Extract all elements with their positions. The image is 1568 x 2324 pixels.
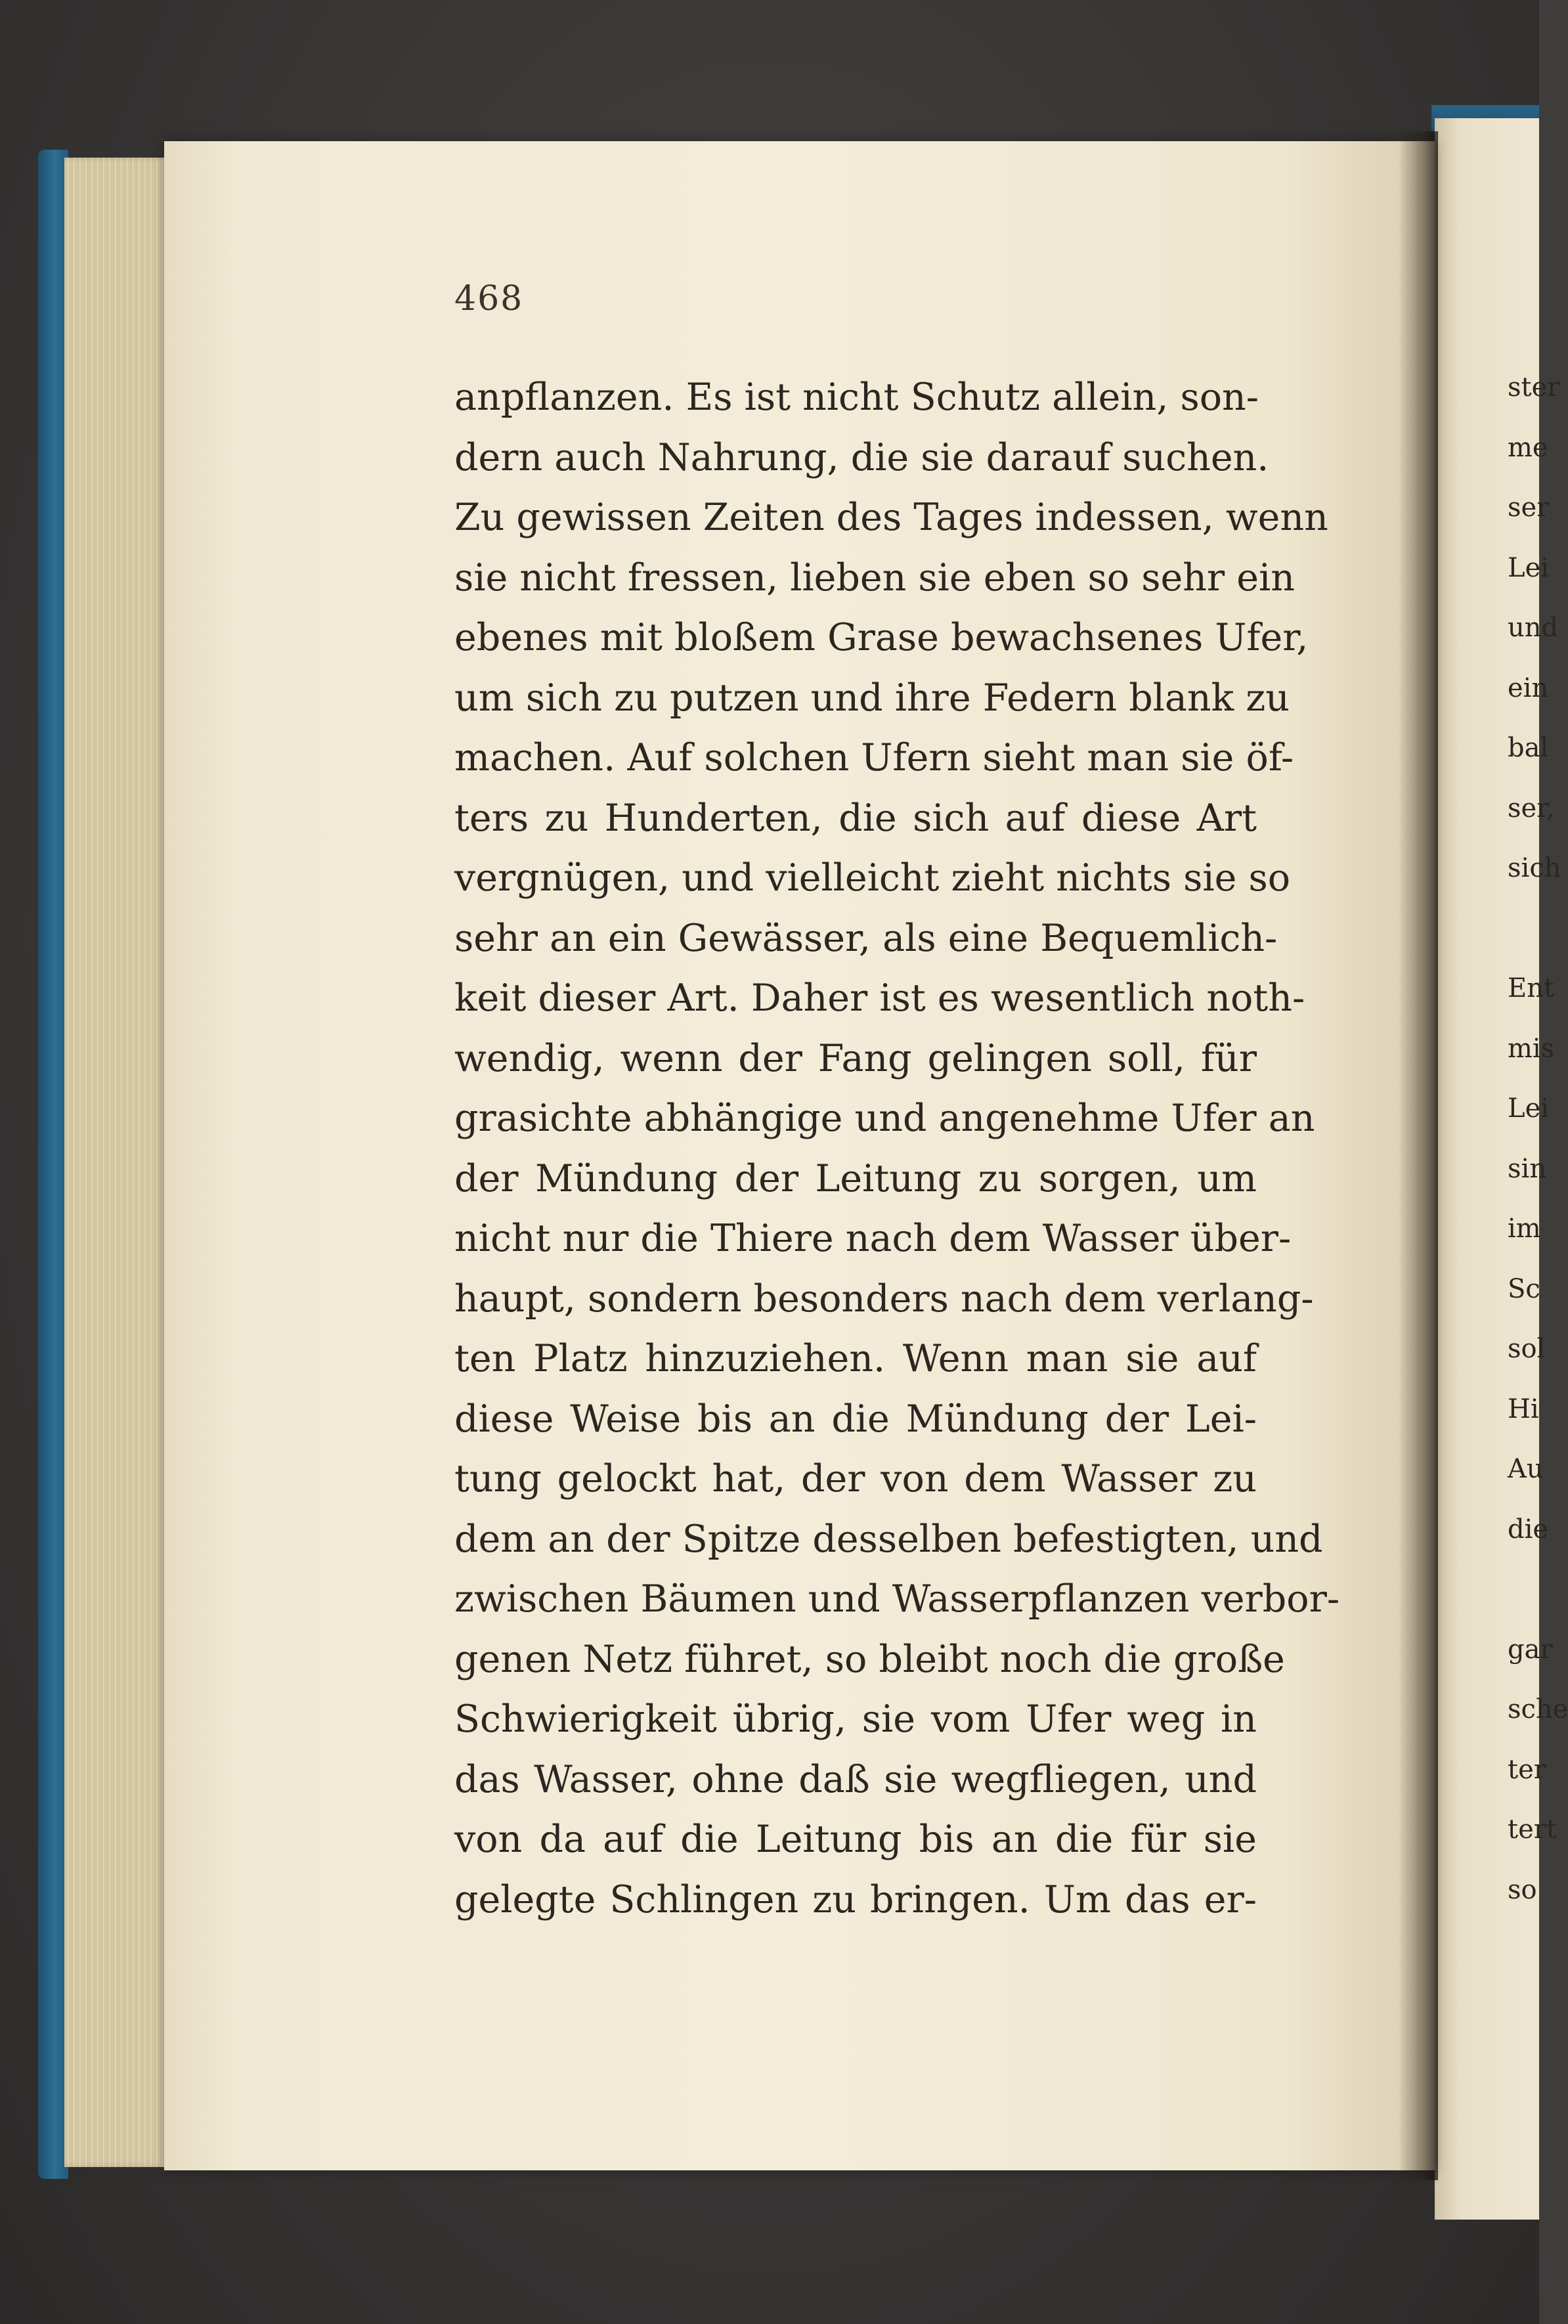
text-line: grasichte abhängige und angenehme Ufer an bbox=[454, 1097, 1315, 1140]
facing-text-fragment: ser bbox=[1508, 493, 1550, 523]
text-line: sehr an ein Gewässer, als eine Bequemlich- bbox=[454, 916, 1278, 960]
facing-text-fragment: bal bbox=[1508, 733, 1549, 763]
facing-text-fragment: Lei bbox=[1508, 1093, 1550, 1124]
text-line: diese Weise bis an die Mündung der Lei- bbox=[454, 1397, 1257, 1441]
facing-text-fragment: so bbox=[1508, 1874, 1537, 1905]
book-gutter-shadow bbox=[1399, 131, 1438, 2180]
text-line: haupt, sondern besonders nach dem verlang- bbox=[454, 1277, 1314, 1321]
facing-text-fragment: sin bbox=[1508, 1153, 1547, 1184]
facing-page-text bbox=[1508, 358, 1568, 1920]
facing-text-fragment: und bbox=[1508, 613, 1559, 643]
facing-text-fragment bbox=[1508, 1560, 1539, 1620]
text-line: gelegte Schlingen zu bringen. Um das er- bbox=[454, 1877, 1257, 1921]
text-line: um sich zu putzen und ihre Federn blank zu bbox=[454, 676, 1290, 720]
text-line: Zu gewissen Zeiten des Tages indessen, wenn bbox=[454, 496, 1328, 539]
text-line: von da auf die Leitung bis an die für sie bbox=[454, 1818, 1257, 1861]
facing-text-fragment: Sc bbox=[1508, 1273, 1540, 1304]
text-line: ebenes mit bloßem Grase bewachsenes Ufer, bbox=[454, 616, 1309, 659]
facing-text-fragment: me bbox=[1508, 432, 1548, 463]
facing-text-fragment: Ent bbox=[1508, 973, 1555, 1003]
facing-text-fragment: sche bbox=[1508, 1694, 1568, 1724]
text-line: nicht nur die Thiere nach dem Wasser über- bbox=[454, 1217, 1292, 1260]
text-line: dem an der Spitze desselben befestigten, und bbox=[454, 1517, 1323, 1561]
text-line: dern auch Nahrung, die sie darauf suchen. bbox=[454, 435, 1269, 479]
page-text bbox=[454, 368, 1340, 1930]
text-line: der Mündung der Leitung zu sorgen, um bbox=[454, 1156, 1257, 1200]
facing-text-fragment: ter bbox=[1508, 1754, 1546, 1785]
page-number: 468 bbox=[454, 279, 524, 318]
facing-text-fragment: ser, bbox=[1508, 793, 1555, 823]
text-line: keit dieser Art. Daher ist es wesentlich noth- bbox=[454, 976, 1305, 1020]
facing-text-fragment: Lei bbox=[1508, 552, 1550, 583]
facing-text-fragment: sich bbox=[1508, 853, 1561, 883]
facing-text-fragment: sol bbox=[1508, 1334, 1546, 1364]
facing-text-fragment: ein bbox=[1508, 672, 1549, 703]
text-line: ters zu Hunderten, die sich auf diese Art bbox=[454, 796, 1257, 840]
text-line: wendig, wenn der Fang gelingen soll, für bbox=[454, 1036, 1257, 1080]
text-line: das Wasser, ohne daß sie wegfliegen, und bbox=[454, 1757, 1257, 1801]
facing-text-fragment: ster bbox=[1508, 372, 1560, 403]
text-line: zwischen Bäumen und Wasserpflanzen verbor- bbox=[454, 1577, 1340, 1621]
facing-text-fragment bbox=[1508, 899, 1539, 959]
facing-text-fragment: Au bbox=[1508, 1454, 1544, 1484]
facing-text-fragment: Hi bbox=[1508, 1393, 1539, 1424]
facing-text-fragment: gar bbox=[1508, 1634, 1553, 1665]
text-line: anpflanzen. Es ist nicht Schutz allein, son- bbox=[454, 376, 1259, 419]
facing-text-fragment: im bbox=[1508, 1214, 1541, 1244]
facing-text-fragment: tert bbox=[1508, 1814, 1557, 1845]
text-line: vergnügen, und vielleicht zieht nichts sie so bbox=[454, 856, 1291, 900]
text-line: tung gelockt hat, der von dem Wasser zu bbox=[454, 1457, 1257, 1501]
text-line: Schwierigkeit übrig, sie vom Ufer weg in bbox=[454, 1698, 1257, 1741]
text-line: machen. Auf solchen Ufern sieht man sie öf- bbox=[454, 736, 1294, 779]
text-line: ten Platz hinzuziehen. Wenn man sie auf bbox=[454, 1337, 1257, 1380]
facing-text-fragment: die bbox=[1508, 1514, 1549, 1545]
text-line: genen Netz führet, so bleibt noch die große bbox=[454, 1637, 1285, 1681]
page-block-edges bbox=[64, 158, 169, 2167]
text-line: sie nicht fressen, lieben sie eben so sehr ein bbox=[454, 556, 1295, 600]
facing-text-fragment: mis bbox=[1508, 1033, 1555, 1064]
